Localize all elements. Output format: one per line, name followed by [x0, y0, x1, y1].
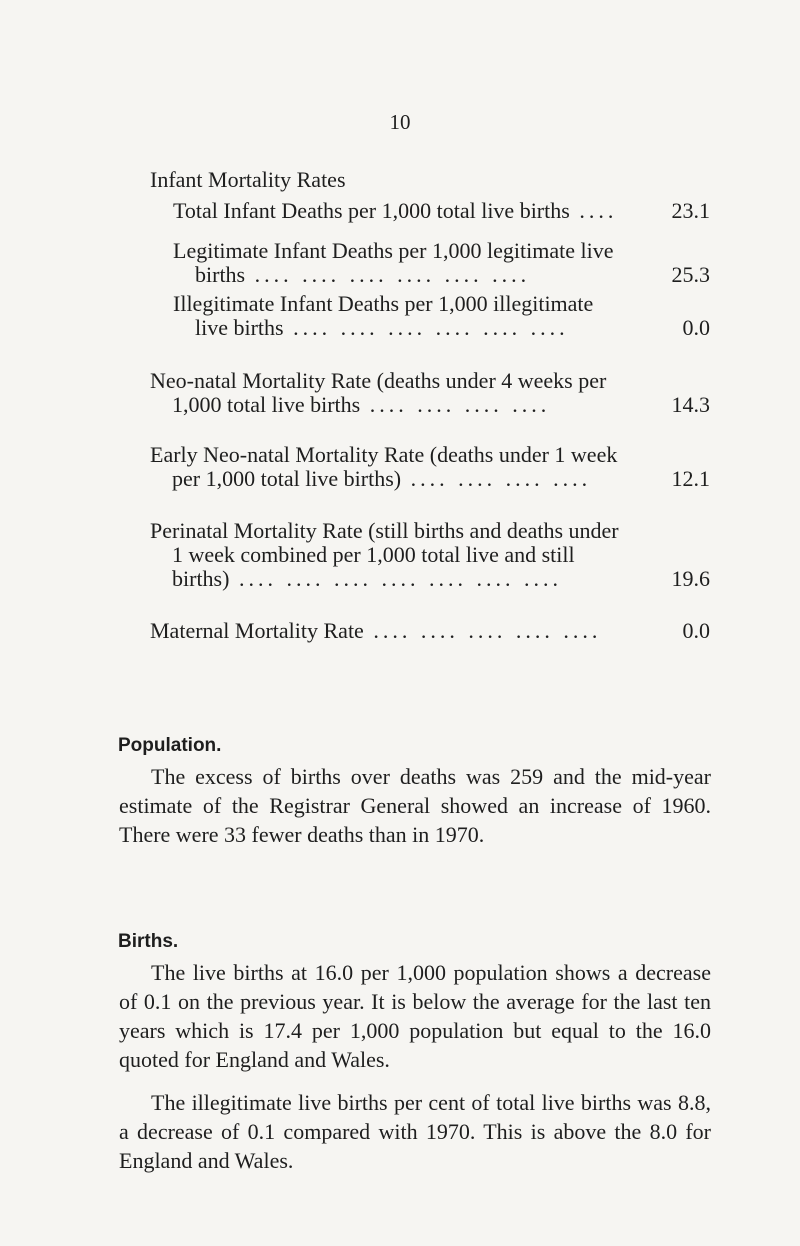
- rate-label-cont: births): [172, 566, 230, 591]
- rate-early-neo-natal: [150, 443, 710, 491]
- rate-maternal: [150, 619, 710, 643]
- births-paragraph-2: The illegitimate live births per cent of total live births was 8.8, a decrease of 0.1 compared with 1970. This is above the 8.0 for England and Wales.: [119, 1090, 711, 1173]
- rate-neo-natal: [150, 369, 710, 417]
- rate-label-cont: live births: [195, 315, 284, 340]
- rate-label: Perinatal Mortality Rate (still births and deaths under: [150, 518, 619, 543]
- leader-dots: .... .... .... .... ....: [363, 618, 602, 643]
- rate-label: Early Neo-natal Mortality Rate (deaths under 1 week: [150, 442, 618, 467]
- rate-illegitimate-infant-deaths: [150, 292, 710, 340]
- infant-mortality-heading: Infant Mortality Rates: [150, 167, 346, 192]
- rate-value: 12.1: [671, 466, 710, 491]
- births-paragraph-1: The live births at 16.0 per 1,000 population shows a decrease of 0.1 on the previous year. It is below the average for the last ten years which is 17.4 per 1,000 population but equal to the 16.0 quoted for England and Wales.: [119, 960, 711, 1072]
- population-heading: Population.: [118, 735, 222, 756]
- rate-label: Legitimate Infant Deaths per 1,000 legitimate live: [173, 238, 614, 263]
- rate-total-infant-deaths: [150, 199, 710, 223]
- rate-label-cont: per 1,000 total live births): [172, 466, 402, 491]
- rate-label: Maternal Mortality Rate: [150, 618, 364, 643]
- rate-value: 19.6: [671, 566, 710, 591]
- rate-value: 0.0: [682, 618, 710, 643]
- rate-value: 23.1: [671, 198, 710, 223]
- leader-dots: .... .... .... .... .... ....: [245, 262, 531, 287]
- leader-dots: .... .... .... ....: [360, 392, 551, 417]
- rate-label-cont: 1,000 total live births: [172, 392, 361, 417]
- leader-dots: .... .... .... .... .... ....: [283, 315, 569, 340]
- leader-dots: .... .... .... ....: [401, 466, 592, 491]
- page-number: 10: [389, 110, 411, 134]
- population-paragraph: The excess of births over deaths was 259 and the mid-year estimate of the Registrar General showed an increase of 1960. There were 33 fewer deaths than in 1970.: [119, 764, 711, 847]
- rate-label: Illegitimate Infant Deaths per 1,000 illegitimate: [173, 291, 594, 316]
- births-heading: Births.: [118, 931, 179, 952]
- rate-value: 14.3: [671, 392, 710, 417]
- rate-label: Neo-natal Mortality Rate (deaths under 4 weeks per: [150, 368, 607, 393]
- rate-value: 0.0: [682, 315, 710, 340]
- leader-dots: .... .... .... .... .... .... ....: [229, 566, 562, 591]
- rate-perinatal: [150, 519, 710, 591]
- rate-value: 25.3: [671, 262, 710, 287]
- rate-label-cont: 1 week combined per 1,000 total live and still: [172, 542, 575, 567]
- rate-legitimate-infant-deaths: [150, 239, 710, 287]
- rate-label-cont: births: [195, 262, 246, 287]
- rate-label: Total Infant Deaths per 1,000 total live births: [173, 198, 570, 223]
- leader-dots: ....: [569, 198, 618, 223]
